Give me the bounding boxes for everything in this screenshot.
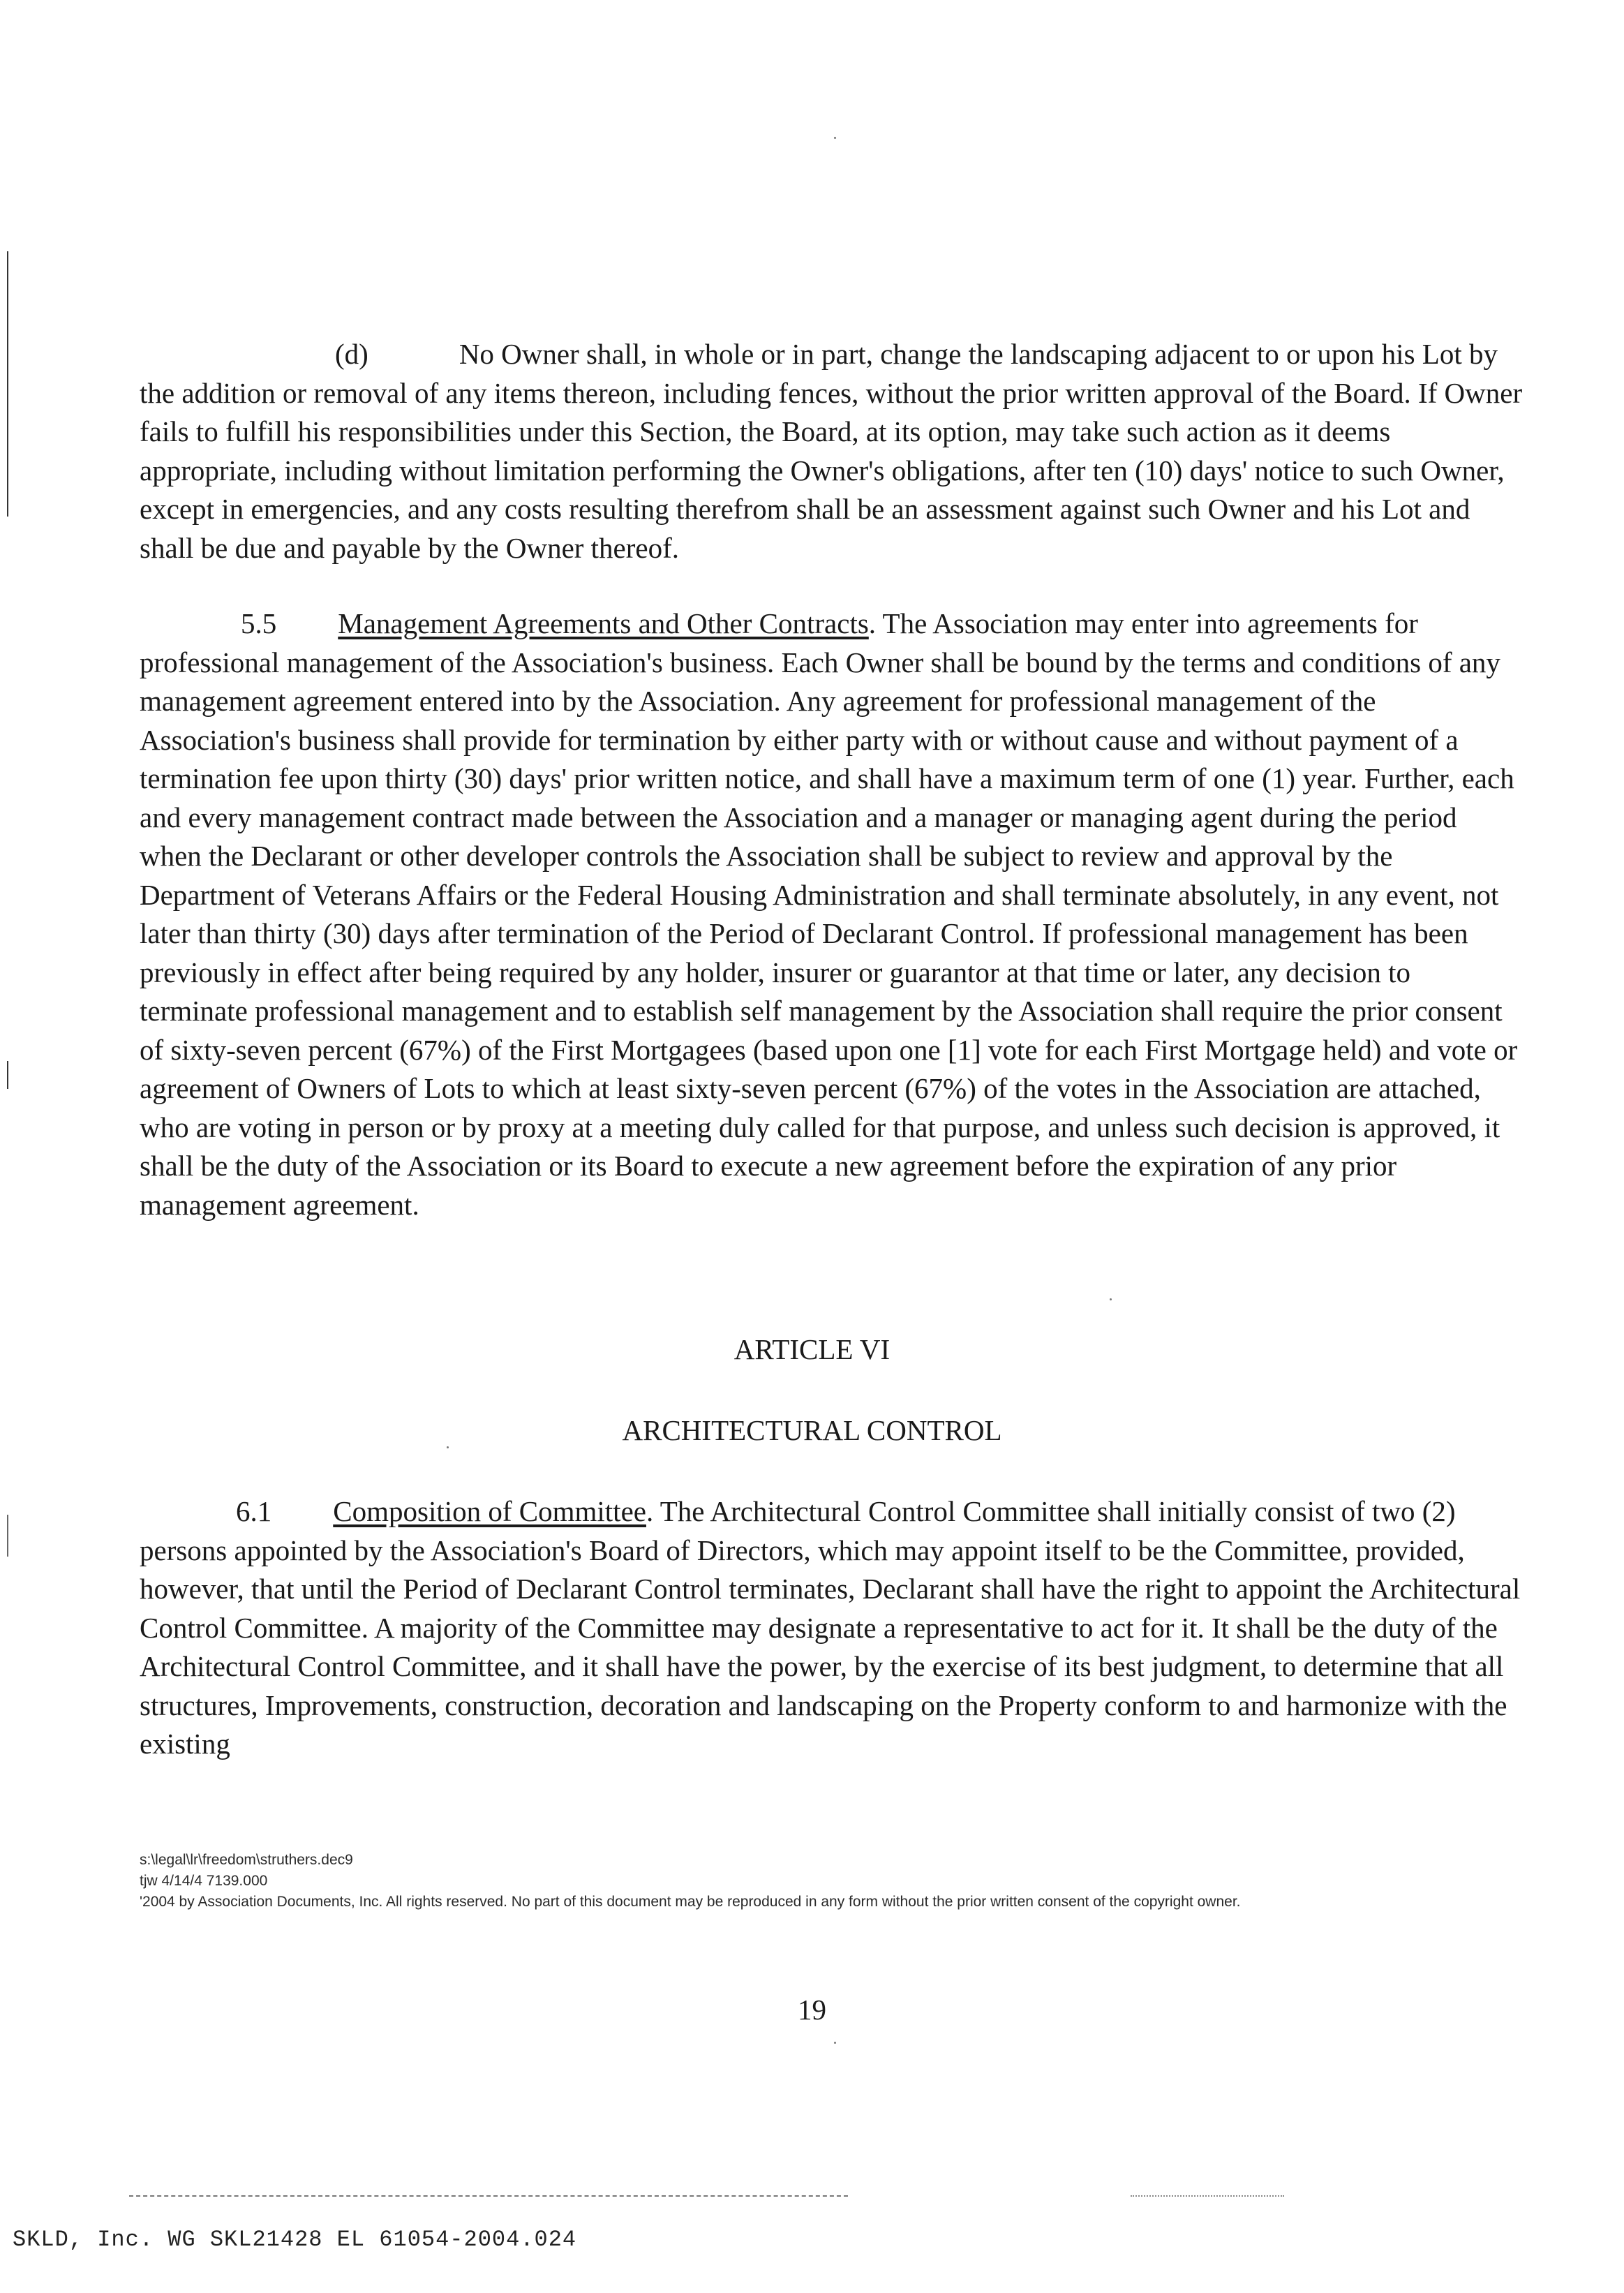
scan-margin-line xyxy=(7,1061,8,1089)
bottom-rule-right xyxy=(1131,2195,1284,2197)
section-number: 6.1 xyxy=(236,1495,272,1527)
paragraph-text: No Owner shall, in whole or in part, change the landscaping adjacent to or upon his Lot by the addition or removal of any items thereon, including fences, without the prior written approval of the Board. If Owner fails to fulfill his responsibilities under this Section, the Board, at its option, may take such action as it deems appropriate, including without limitation performing the Owner's obligations, after ten (10) days' notice to such Owner, except in emergencies, and any costs resulting therefrom shall be an assessment against such Owner and his Lot and shall be due and payable by the Owner thereof. xyxy=(140,338,1523,564)
scan-margin-line xyxy=(7,1515,8,1557)
file-path: s:\legal\lr\freedom\struthers.dec9 xyxy=(140,1852,353,1868)
scan-speck xyxy=(1110,1298,1112,1300)
section-text: . The Association may enter into agreements for professional management of the Association's business. Each Owner shall be bound by the terms and conditions of any management agreement entered into by the Association. Any agreement for professional management of the Association's business shall provide for termination by either party with or without cause and without payment of a termination fee upon thirty (30) days' prior written notice, and shall have a maximum term of one (1) year. Further, each and every management contract made between the Association and a manager or managing agent during the period when the Declarant or other developer controls the Association shall be subject to review and approval by the Department of Veterans Affairs or the Federal Housing Administration and shall terminate absolutely, in any event, not later than thirty (30) days after termination of the Period of Declarant Control. If professional management has been previously in effect after being required by any holder, insurer or guarantor at that time or later, any decision to terminate professional management and to establish self management by the Association shall require the prior consent of sixty-seven percent (67%) of the First Mortgagees (based upon one [1] vote for each First Mortgage held) and vote or agreement of Owners of Lots to which at least sixty-seven percent (67%) of the votes in the Association are attached, who are voting in person or by proxy at a meeting duly called for that purpose, and unless such decision is approved, it shall be the duty of the Association or its Board to execute a new agreement before the expiration of any prior management agreement. xyxy=(140,607,1518,1221)
article-title: ARCHITECTURAL CONTROL xyxy=(622,1414,1002,1446)
section-heading: Composition of Committee xyxy=(333,1495,646,1527)
scan-margin-line xyxy=(7,251,8,517)
scan-stamp: SKLD, Inc. WG SKL21428 EL 61054-2004.024 xyxy=(13,2227,577,2253)
footer-notes xyxy=(140,1850,1528,1913)
bottom-rule xyxy=(129,2195,848,2197)
section-number: 5.5 xyxy=(241,607,277,639)
page-number: 19 xyxy=(798,1994,826,2026)
paragraph-d xyxy=(140,335,1525,567)
section-5-5 xyxy=(140,604,1525,1224)
article-number: ARTICLE VI xyxy=(733,1333,891,1365)
copyright-notice: '2004 by Association Documents, Inc. All rights reserved. No part of this document may be reproduced in any form without the prior written consent of the copyright owner. xyxy=(140,1894,1241,1910)
scan-speck xyxy=(834,2042,836,2044)
section-6-1 xyxy=(140,1492,1525,1764)
file-reference: tjw 4/14/4 7139.000 xyxy=(140,1873,268,1889)
paragraph-marker: (d) xyxy=(335,338,368,370)
section-text: . The Architectural Control Committee shall initially consist of two (2) persons appointed by the Association's Board of Directors, which may appoint itself to be the Committee, provided, however, that until the Period of Declarant Control terminates, Declarant shall have the right to appoint the Architectural Control Committee. A majority of the Committee may designate a representative to act for it. It shall be the duty of the Architectural Control Committee, and it shall have the power, by the exercise of its best judgment, to determine that all structures, Improvements, construction, decoration and landscaping on the Property conform to and harmonize with the existing xyxy=(140,1495,1521,1760)
scan-speck xyxy=(834,137,836,139)
section-heading: Management Agreements and Other Contracts xyxy=(338,607,869,639)
